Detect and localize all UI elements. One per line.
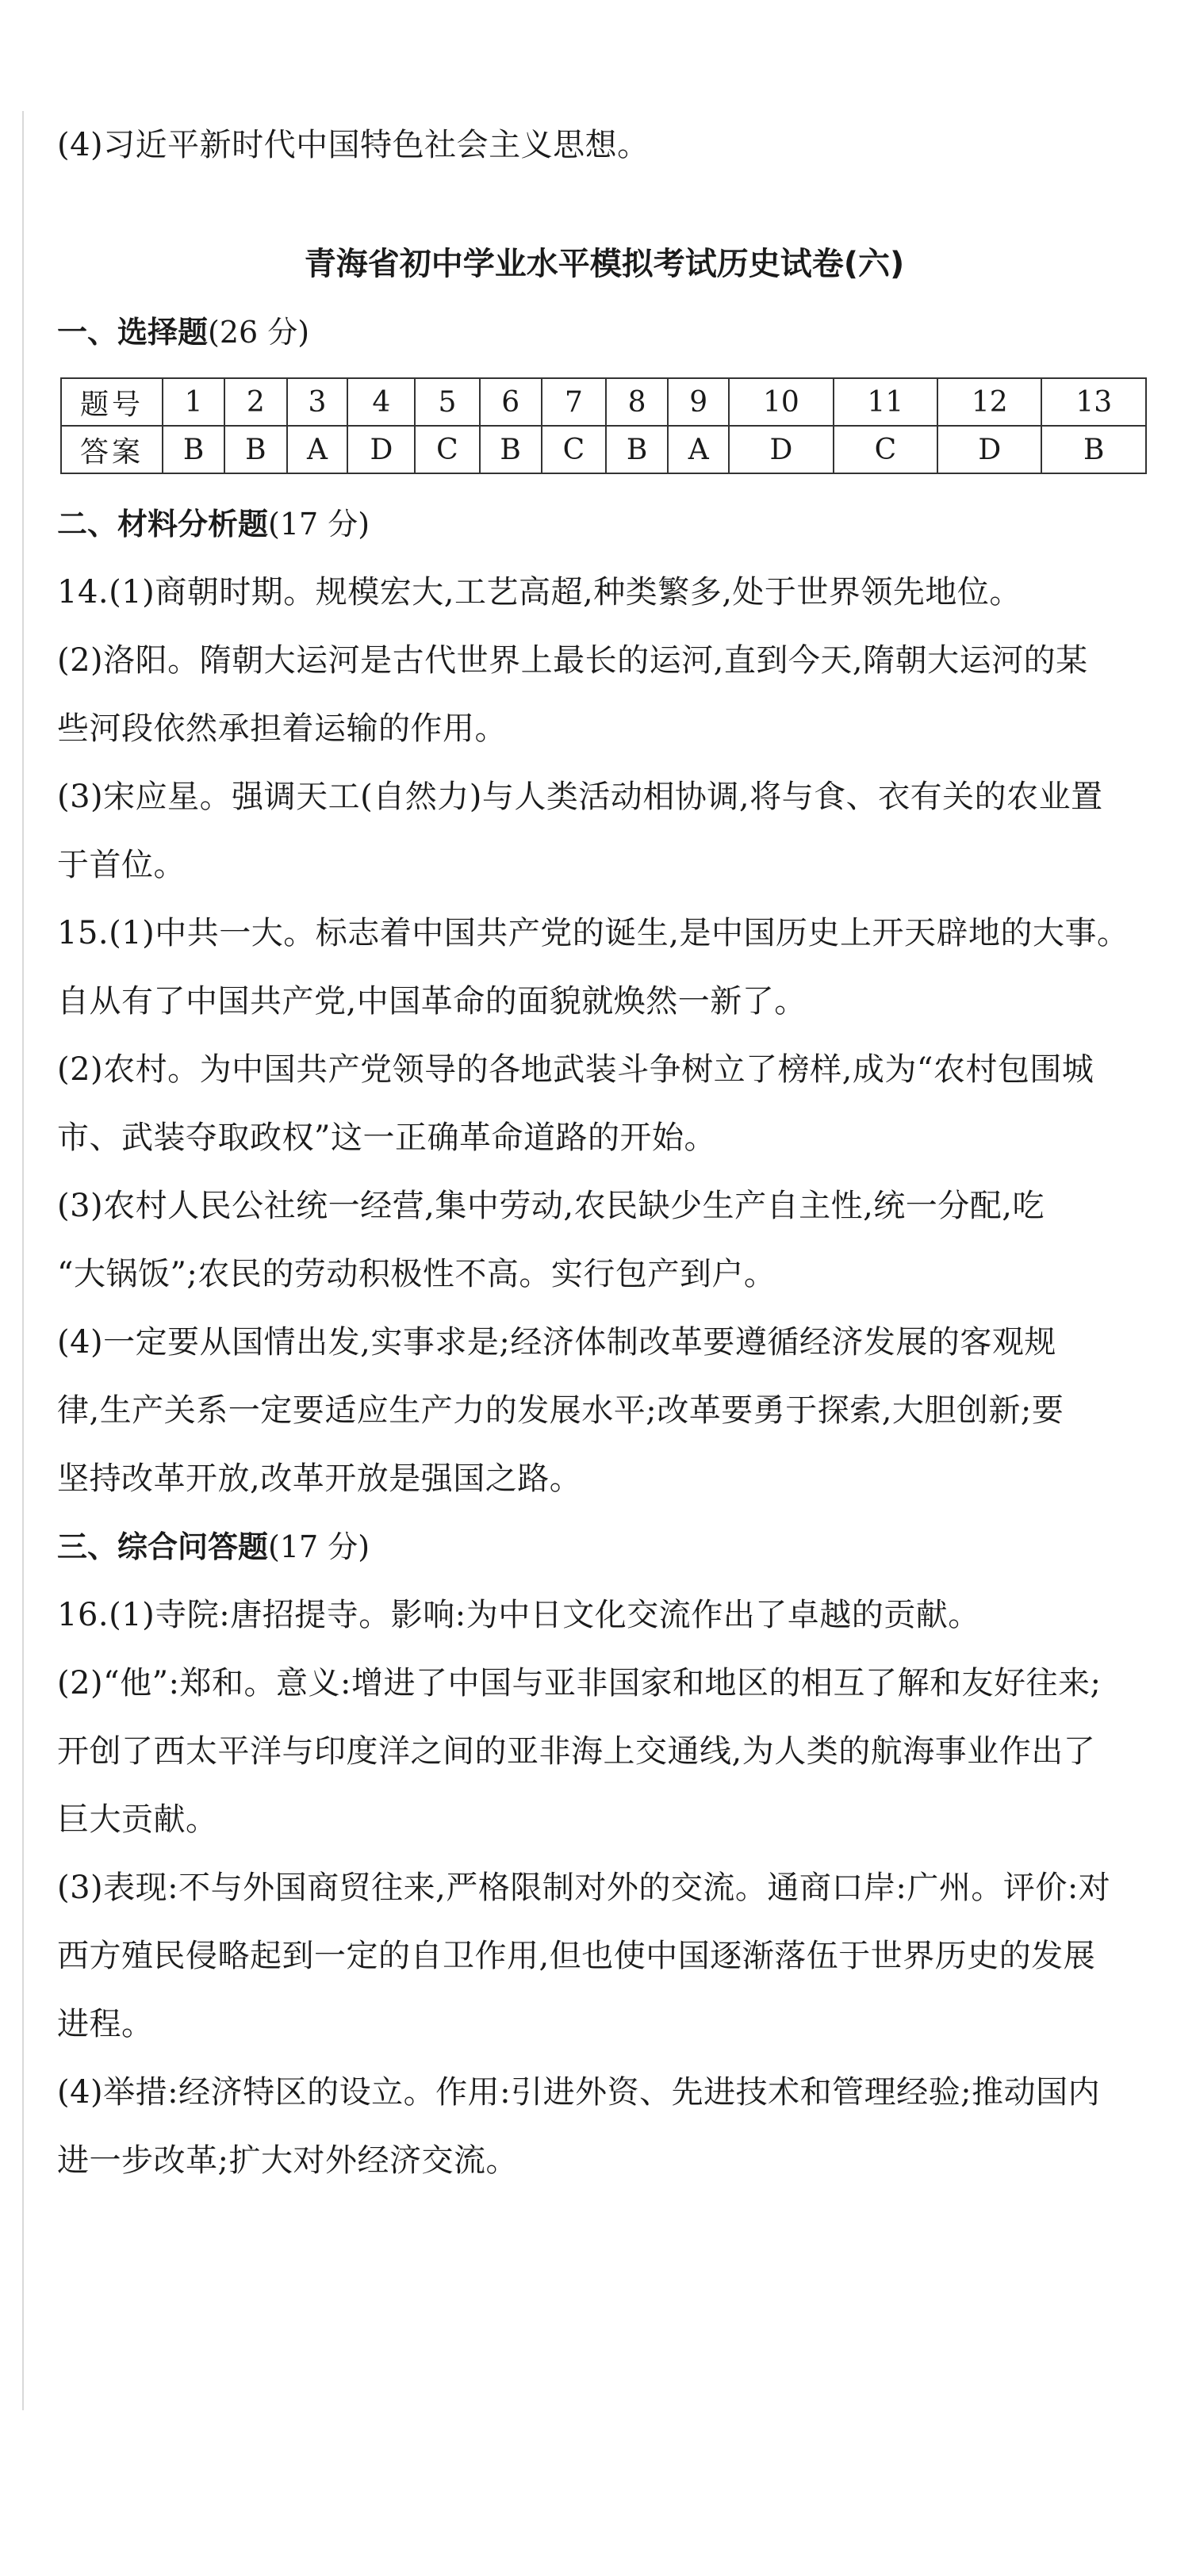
answer-line: (3)农村人民公社统一经营,集中劳动,农民缺少生产自主性,统一分配,吃: [57, 1188, 1045, 1224]
question-14-answer: [57, 558, 1152, 899]
answer-line: (3)宋应星。强调天工(自然力)与人类活动相协调,将与食、衣有关的农业置: [57, 779, 1103, 815]
exam-title: 青海省初中学业水平模拟考试历史试卷(六): [304, 246, 905, 282]
question-15-answer: [57, 899, 1152, 1513]
question-number: 12: [937, 378, 1041, 426]
answer-line: 15.(1)中共一大。标志着中国共产党的诞生,是中国历史上开天辟地的大事。: [57, 915, 1129, 951]
left-margin-rule: [22, 111, 24, 2410]
answer-line: (2)洛阳。隋朝大运河是古代世界上最长的运河,直到今天,隋朝大运河的某: [57, 642, 1088, 679]
section-label: 二、材料分析题: [57, 507, 269, 542]
answer-letter: B: [224, 426, 286, 473]
question-16-answer: [57, 1581, 1152, 2195]
answer-letter: B: [1041, 426, 1146, 473]
section-heading-choice: [57, 298, 1152, 366]
section-heading-material: [57, 490, 1152, 558]
row-header-answer: 答案: [61, 426, 163, 473]
question-number: 1: [163, 378, 224, 426]
answer-table-row-numbers: [61, 378, 1146, 426]
answer-line: 坚持改革开放,改革开放是强国之路。: [57, 1460, 582, 1497]
question-number: 2: [224, 378, 286, 426]
content-column: [57, 111, 1152, 2195]
section-points: (17 分): [268, 507, 370, 542]
section-points: (17 分): [268, 1529, 370, 1564]
answer-line: 16.(1)寺院:唐招提寺。影响:为中日文化交流作出了卓越的贡献。: [57, 1597, 980, 1633]
answer-table: [60, 377, 1147, 474]
answer-letter: B: [606, 426, 668, 473]
answer-line: “大锅饭”;农民的劳动积极性不高。实行包产到户。: [57, 1256, 776, 1292]
answer-line: (2)“他”:郑和。意义:增进了中国与亚非国家和地区的相互了解和友好往来;: [57, 1665, 1102, 1701]
section-label: 一、选择题: [57, 315, 209, 350]
question-number: 3: [287, 378, 348, 426]
row-header-number: 题号: [61, 378, 163, 426]
answer-line: 律,生产关系一定要适应生产力的发展水平;改革要勇于探索,大胆创新;要: [57, 1392, 1064, 1429]
answer-line: 开创了西太平洋与印度洋之间的亚非海上交通线,为人类的航海事业作出了: [57, 1733, 1096, 1770]
answer-line: 西方殖民侵略起到一定的自卫作用,但也使中国逐渐落伍于世界历史的发展: [57, 1938, 1096, 1974]
answer-line: 进一步改革;扩大对外经济交流。: [57, 2142, 518, 2179]
answer-letter: C: [542, 426, 606, 473]
question-number: 10: [729, 378, 833, 426]
answer-letter: A: [668, 426, 729, 473]
question-number: 5: [415, 378, 479, 426]
section-points: (26 分): [208, 315, 310, 350]
section-label: 三、综合问答题: [57, 1529, 269, 1564]
answer-letter: D: [937, 426, 1041, 473]
answer-line: (4)一定要从国情出发,实事求是;经济体制改革要遵循经济发展的客观规: [57, 1324, 1056, 1361]
answer-letter: B: [163, 426, 224, 473]
answer-letter: B: [480, 426, 542, 473]
question-number: 11: [834, 378, 937, 426]
answer-line: 自从有了中国共产党,中国革命的面貌就焕然一新了。: [57, 983, 807, 1020]
question-number: 13: [1041, 378, 1146, 426]
previous-answer-line: (4)习近平新时代中国特色社会主义思想。: [57, 127, 650, 163]
question-number: 9: [668, 378, 729, 426]
answer-line: 于首位。: [57, 847, 186, 883]
answer-line: (3)表现:不与外国商贸往来,严格限制对外的交流。通商口岸:广州。评价:对: [57, 1870, 1111, 1906]
answer-letter: C: [834, 426, 937, 473]
answer-line: 些河段依然承担着运输的作用。: [57, 710, 507, 747]
answer-line: (4)举措:经济特区的设立。作用:引进外资、先进技术和管理经验;推动国内: [57, 2074, 1101, 2111]
answer-line: (2)农村。为中国共产党领导的各地武装斗争树立了榜样,成为“农村包围城: [57, 1051, 1094, 1088]
answer-letter: D: [729, 426, 833, 473]
answer-line: 市、武装夺取政权”这一正确革命道路的开始。: [57, 1120, 716, 1156]
answer-letter: A: [287, 426, 348, 473]
section-heading-comprehensive: [57, 1513, 1152, 1581]
answer-line: 巨大贡献。: [57, 1801, 218, 1838]
answer-line: 进程。: [57, 2006, 154, 2042]
answer-letter: D: [347, 426, 415, 473]
answer-letter: C: [415, 426, 479, 473]
answer-table-row-answers: [61, 426, 1146, 473]
question-number: 7: [542, 378, 606, 426]
question-number: 6: [480, 378, 542, 426]
answer-line: 14.(1)商朝时期。规模宏大,工艺高超,种类繁多,处于世界领先地位。: [57, 574, 1022, 611]
question-number: 4: [347, 378, 415, 426]
question-number: 8: [606, 378, 668, 426]
